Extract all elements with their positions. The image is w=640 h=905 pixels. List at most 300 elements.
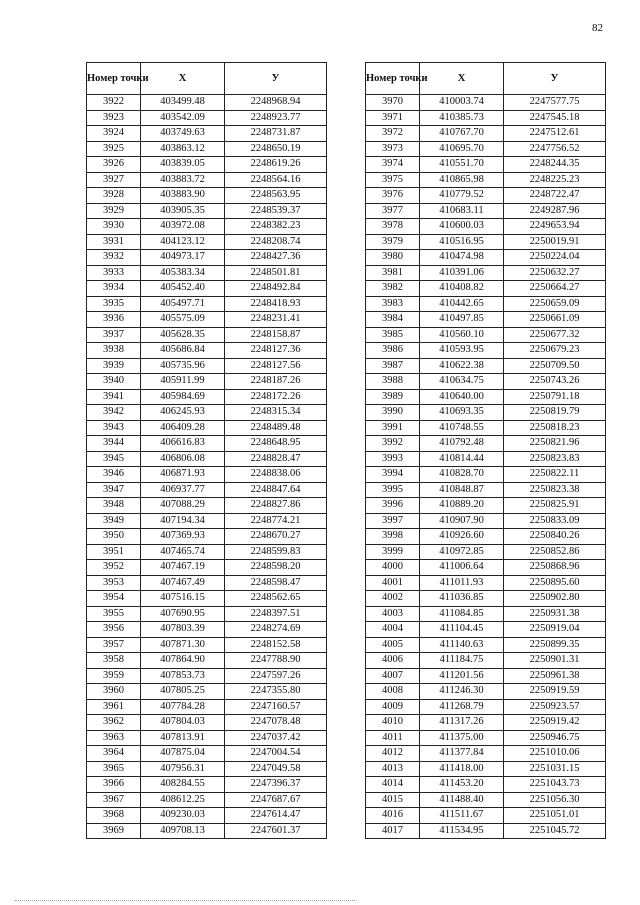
table-row — [87, 203, 327, 219]
x-coordinate-cell: 405735.96 — [141, 358, 225, 374]
point-number-cell: 3979 — [366, 234, 420, 250]
y-coordinate-cell: 2250664.27 — [504, 281, 606, 297]
table-row — [366, 327, 606, 343]
table-row — [366, 296, 606, 312]
point-number-cell: 3948 — [87, 498, 141, 514]
x-coordinate-cell: 405911.99 — [141, 374, 225, 390]
y-coordinate-cell: 2248492.84 — [225, 281, 327, 297]
table-row — [366, 823, 606, 839]
x-coordinate-cell: 411201.56 — [420, 668, 504, 684]
y-coordinate-cell: 2250919.42 — [504, 715, 606, 731]
table-row — [87, 343, 327, 359]
table-row — [87, 699, 327, 715]
point-number-cell: 3976 — [366, 188, 420, 204]
x-coordinate-cell: 410622.38 — [420, 358, 504, 374]
x-coordinate-cell: 411184.75 — [420, 653, 504, 669]
table-row — [87, 482, 327, 498]
table-row — [87, 436, 327, 452]
point-number-cell: 3990 — [366, 405, 420, 421]
y-coordinate-cell: 2247687.67 — [225, 792, 327, 808]
header-y: У — [225, 63, 327, 95]
point-number-cell: 3936 — [87, 312, 141, 328]
point-number-cell: 3985 — [366, 327, 420, 343]
y-coordinate-cell: 2248968.94 — [225, 95, 327, 111]
table-row — [87, 358, 327, 374]
x-coordinate-cell: 407088.29 — [141, 498, 225, 514]
table-row — [366, 498, 606, 514]
point-number-cell: 3971 — [366, 110, 420, 126]
point-number-cell: 3994 — [366, 467, 420, 483]
y-coordinate-cell: 2250677.32 — [504, 327, 606, 343]
table-row — [87, 126, 327, 142]
x-coordinate-cell: 410391.06 — [420, 265, 504, 281]
point-number-cell: 3952 — [87, 560, 141, 576]
y-coordinate-cell: 2250923.57 — [504, 699, 606, 715]
table-row — [87, 250, 327, 266]
table-row — [87, 327, 327, 343]
point-number-cell: 3942 — [87, 405, 141, 421]
y-coordinate-cell: 2250679.23 — [504, 343, 606, 359]
point-number-cell: 3965 — [87, 761, 141, 777]
table-row — [87, 234, 327, 250]
point-number-cell: 3973 — [366, 141, 420, 157]
point-number-cell: 3988 — [366, 374, 420, 390]
table-row — [366, 777, 606, 793]
x-coordinate-cell: 410600.03 — [420, 219, 504, 235]
table-row — [366, 281, 606, 297]
table-row — [87, 529, 327, 545]
x-coordinate-cell: 410003.74 — [420, 95, 504, 111]
y-coordinate-cell: 2250709.50 — [504, 358, 606, 374]
x-coordinate-cell: 407813.91 — [141, 730, 225, 746]
point-number-cell: 3930 — [87, 219, 141, 235]
page-number: 82 — [592, 22, 603, 34]
y-coordinate-cell: 2250632.27 — [504, 265, 606, 281]
point-number-cell: 3933 — [87, 265, 141, 281]
table-row — [87, 374, 327, 390]
point-number-cell: 4010 — [366, 715, 420, 731]
y-coordinate-cell: 2248598.47 — [225, 575, 327, 591]
point-number-cell: 3959 — [87, 668, 141, 684]
point-number-cell: 3960 — [87, 684, 141, 700]
point-number-cell: 3944 — [87, 436, 141, 452]
y-coordinate-cell: 2247004.54 — [225, 746, 327, 762]
point-number-cell: 3977 — [366, 203, 420, 219]
x-coordinate-cell: 410926.60 — [420, 529, 504, 545]
point-number-cell: 3923 — [87, 110, 141, 126]
y-coordinate-cell: 2249287.96 — [504, 203, 606, 219]
x-coordinate-cell: 410907.90 — [420, 513, 504, 529]
x-coordinate-cell: 410828.70 — [420, 467, 504, 483]
y-coordinate-cell: 2248231.41 — [225, 312, 327, 328]
table-row — [87, 591, 327, 607]
table-row — [87, 792, 327, 808]
x-coordinate-cell: 410551.70 — [420, 157, 504, 173]
y-coordinate-cell: 2250833.09 — [504, 513, 606, 529]
y-coordinate-cell: 2248670.27 — [225, 529, 327, 545]
point-number-cell: 3983 — [366, 296, 420, 312]
x-coordinate-cell: 410972.85 — [420, 544, 504, 560]
point-number-cell: 3955 — [87, 606, 141, 622]
y-coordinate-cell: 2248563.95 — [225, 188, 327, 204]
x-coordinate-cell: 411317.26 — [420, 715, 504, 731]
point-number-cell: 3957 — [87, 637, 141, 653]
table-row — [87, 684, 327, 700]
point-number-cell: 4004 — [366, 622, 420, 638]
point-number-cell: 3969 — [87, 823, 141, 839]
table-row — [87, 808, 327, 824]
table-row — [366, 699, 606, 715]
y-coordinate-cell: 2247756.52 — [504, 141, 606, 157]
point-number-cell: 3992 — [366, 436, 420, 452]
y-coordinate-cell: 2251031.15 — [504, 761, 606, 777]
y-coordinate-cell: 2250825.91 — [504, 498, 606, 514]
x-coordinate-cell: 411268.79 — [420, 699, 504, 715]
y-coordinate-cell: 2250899.35 — [504, 637, 606, 653]
table-row — [366, 157, 606, 173]
y-coordinate-cell: 2250791.18 — [504, 389, 606, 405]
table-row — [87, 296, 327, 312]
x-coordinate-cell: 405628.35 — [141, 327, 225, 343]
x-coordinate-cell: 411418.00 — [420, 761, 504, 777]
point-number-cell: 3939 — [87, 358, 141, 374]
x-coordinate-cell: 408284.55 — [141, 777, 225, 793]
table-row — [87, 405, 327, 421]
y-coordinate-cell: 2250659.09 — [504, 296, 606, 312]
x-coordinate-cell: 410814.44 — [420, 451, 504, 467]
table-row — [87, 281, 327, 297]
y-coordinate-cell: 2250895.60 — [504, 575, 606, 591]
y-coordinate-cell: 2250818.23 — [504, 420, 606, 436]
x-coordinate-cell: 410640.00 — [420, 389, 504, 405]
table-row — [366, 110, 606, 126]
y-coordinate-cell: 2247601.37 — [225, 823, 327, 839]
x-coordinate-cell: 407784.28 — [141, 699, 225, 715]
y-coordinate-cell: 2250661.09 — [504, 312, 606, 328]
x-coordinate-cell: 406806.08 — [141, 451, 225, 467]
x-coordinate-cell: 409230.03 — [141, 808, 225, 824]
y-coordinate-cell: 2250840.26 — [504, 529, 606, 545]
point-number-cell: 3931 — [87, 234, 141, 250]
table-row — [366, 420, 606, 436]
y-coordinate-cell: 2250919.04 — [504, 622, 606, 638]
x-coordinate-cell: 403839.05 — [141, 157, 225, 173]
table-row — [87, 312, 327, 328]
x-coordinate-cell: 407465.74 — [141, 544, 225, 560]
table-row — [366, 730, 606, 746]
table-row — [87, 157, 327, 173]
point-number-cell: 4011 — [366, 730, 420, 746]
x-coordinate-cell: 409708.13 — [141, 823, 225, 839]
y-coordinate-cell: 2250821.96 — [504, 436, 606, 452]
point-number-cell: 3949 — [87, 513, 141, 529]
x-coordinate-cell: 407690.95 — [141, 606, 225, 622]
table-row — [366, 575, 606, 591]
table-header-row — [366, 63, 606, 95]
point-number-cell: 4009 — [366, 699, 420, 715]
x-coordinate-cell: 403863.12 — [141, 141, 225, 157]
point-number-cell: 3966 — [87, 777, 141, 793]
point-number-cell: 4016 — [366, 808, 420, 824]
header-x: X — [141, 63, 225, 95]
x-coordinate-cell: 405383.34 — [141, 265, 225, 281]
x-coordinate-cell: 407956.31 — [141, 761, 225, 777]
table-row — [366, 141, 606, 157]
x-coordinate-cell: 411036.85 — [420, 591, 504, 607]
x-coordinate-cell: 407864.90 — [141, 653, 225, 669]
x-coordinate-cell: 410634.75 — [420, 374, 504, 390]
x-coordinate-cell: 407875.04 — [141, 746, 225, 762]
x-coordinate-cell: 406409.28 — [141, 420, 225, 436]
table-row — [87, 451, 327, 467]
x-coordinate-cell: 410779.52 — [420, 188, 504, 204]
point-number-cell: 3982 — [366, 281, 420, 297]
y-coordinate-cell: 2248599.83 — [225, 544, 327, 560]
y-coordinate-cell: 2247355.80 — [225, 684, 327, 700]
x-coordinate-cell: 407516.15 — [141, 591, 225, 607]
table-row — [366, 188, 606, 204]
y-coordinate-cell: 2248828.47 — [225, 451, 327, 467]
table-row — [87, 513, 327, 529]
point-number-cell: 3996 — [366, 498, 420, 514]
table-row — [87, 389, 327, 405]
y-coordinate-cell: 2247396.37 — [225, 777, 327, 793]
point-number-cell: 4000 — [366, 560, 420, 576]
point-number-cell: 3963 — [87, 730, 141, 746]
point-number-cell: 3946 — [87, 467, 141, 483]
point-number-cell: 3953 — [87, 575, 141, 591]
y-coordinate-cell: 2248923.77 — [225, 110, 327, 126]
x-coordinate-cell: 405497.71 — [141, 296, 225, 312]
y-coordinate-cell: 2247545.18 — [504, 110, 606, 126]
table-row — [366, 808, 606, 824]
table-row — [366, 560, 606, 576]
y-coordinate-cell: 2247512.61 — [504, 126, 606, 142]
y-coordinate-cell: 2251045.72 — [504, 823, 606, 839]
point-number-cell: 3999 — [366, 544, 420, 560]
point-number-cell: 3961 — [87, 699, 141, 715]
y-coordinate-cell: 2250902.80 — [504, 591, 606, 607]
table-row — [366, 95, 606, 111]
y-coordinate-cell: 2248564.16 — [225, 172, 327, 188]
table-row — [366, 715, 606, 731]
point-number-cell: 3926 — [87, 157, 141, 173]
x-coordinate-cell: 403905.35 — [141, 203, 225, 219]
point-number-cell: 4006 — [366, 653, 420, 669]
table-row — [87, 715, 327, 731]
table-row — [366, 513, 606, 529]
y-coordinate-cell: 2248274.69 — [225, 622, 327, 638]
y-coordinate-cell: 2250919.59 — [504, 684, 606, 700]
x-coordinate-cell: 407803.39 — [141, 622, 225, 638]
table-row — [366, 746, 606, 762]
table-row — [87, 823, 327, 839]
y-coordinate-cell: 2247078.48 — [225, 715, 327, 731]
table-row — [87, 622, 327, 638]
table-row — [366, 622, 606, 638]
table-row — [366, 389, 606, 405]
x-coordinate-cell: 411011.93 — [420, 575, 504, 591]
y-coordinate-cell: 2248619.26 — [225, 157, 327, 173]
table-row — [87, 761, 327, 777]
point-number-cell: 3984 — [366, 312, 420, 328]
x-coordinate-cell: 411488.40 — [420, 792, 504, 808]
table-row — [87, 606, 327, 622]
x-coordinate-cell: 410474.98 — [420, 250, 504, 266]
x-coordinate-cell: 411084.85 — [420, 606, 504, 622]
x-coordinate-cell: 411377.84 — [420, 746, 504, 762]
table-row — [366, 467, 606, 483]
point-number-cell: 4015 — [366, 792, 420, 808]
point-number-cell: 3934 — [87, 281, 141, 297]
point-number-cell: 3981 — [366, 265, 420, 281]
point-number-cell: 3975 — [366, 172, 420, 188]
y-coordinate-cell: 2250819.79 — [504, 405, 606, 421]
y-coordinate-cell: 2248127.36 — [225, 343, 327, 359]
table-row — [87, 172, 327, 188]
x-coordinate-cell: 410442.65 — [420, 296, 504, 312]
y-coordinate-cell: 2248225.23 — [504, 172, 606, 188]
y-coordinate-cell: 2247614.47 — [225, 808, 327, 824]
point-number-cell: 3967 — [87, 792, 141, 808]
table-header-row — [87, 63, 327, 95]
table-row — [87, 746, 327, 762]
y-coordinate-cell: 2248722.47 — [504, 188, 606, 204]
table-row — [366, 591, 606, 607]
point-number-cell: 3940 — [87, 374, 141, 390]
y-coordinate-cell: 2250823.38 — [504, 482, 606, 498]
table-row — [366, 606, 606, 622]
table-body-left — [87, 95, 327, 839]
x-coordinate-cell: 410695.70 — [420, 141, 504, 157]
x-coordinate-cell: 403883.90 — [141, 188, 225, 204]
x-coordinate-cell: 405452.40 — [141, 281, 225, 297]
point-number-cell: 3938 — [87, 343, 141, 359]
table-row — [87, 668, 327, 684]
y-coordinate-cell: 2248774.21 — [225, 513, 327, 529]
x-coordinate-cell: 403749.63 — [141, 126, 225, 142]
y-coordinate-cell: 2248208.74 — [225, 234, 327, 250]
point-number-cell: 3922 — [87, 95, 141, 111]
x-coordinate-cell: 410593.95 — [420, 343, 504, 359]
point-number-cell: 3945 — [87, 451, 141, 467]
point-number-cell: 3964 — [87, 746, 141, 762]
point-number-cell: 3998 — [366, 529, 420, 545]
y-coordinate-cell: 2248187.26 — [225, 374, 327, 390]
y-coordinate-cell: 2248731.87 — [225, 126, 327, 142]
point-number-cell: 3997 — [366, 513, 420, 529]
y-coordinate-cell: 2247597.26 — [225, 668, 327, 684]
x-coordinate-cell: 406616.83 — [141, 436, 225, 452]
table-row — [366, 684, 606, 700]
table-row — [366, 668, 606, 684]
y-coordinate-cell: 2248539.37 — [225, 203, 327, 219]
y-coordinate-cell: 2248152.58 — [225, 637, 327, 653]
y-coordinate-cell: 2248598.20 — [225, 560, 327, 576]
point-number-cell: 3972 — [366, 126, 420, 142]
table-row — [366, 172, 606, 188]
x-coordinate-cell: 410865.98 — [420, 172, 504, 188]
x-coordinate-cell: 410693.35 — [420, 405, 504, 421]
table-row — [87, 730, 327, 746]
point-number-cell: 3941 — [87, 389, 141, 405]
y-coordinate-cell: 2248648.95 — [225, 436, 327, 452]
y-coordinate-cell: 2251010.06 — [504, 746, 606, 762]
x-coordinate-cell: 405984.69 — [141, 389, 225, 405]
point-number-cell: 3968 — [87, 808, 141, 824]
point-number-cell: 3947 — [87, 482, 141, 498]
table-row — [366, 653, 606, 669]
point-number-cell: 3962 — [87, 715, 141, 731]
y-coordinate-cell: 2248847.64 — [225, 482, 327, 498]
x-coordinate-cell: 411140.63 — [420, 637, 504, 653]
table-row — [366, 544, 606, 560]
y-coordinate-cell: 2250743.26 — [504, 374, 606, 390]
point-number-cell: 4007 — [366, 668, 420, 684]
point-number-cell: 3927 — [87, 172, 141, 188]
table-body-right — [366, 95, 606, 839]
table-row — [366, 343, 606, 359]
y-coordinate-cell: 2250224.04 — [504, 250, 606, 266]
y-coordinate-cell: 2247577.75 — [504, 95, 606, 111]
table-row — [87, 141, 327, 157]
point-number-cell: 4008 — [366, 684, 420, 700]
x-coordinate-cell: 407369.93 — [141, 529, 225, 545]
y-coordinate-cell: 2248427.36 — [225, 250, 327, 266]
y-coordinate-cell: 2251043.73 — [504, 777, 606, 793]
y-coordinate-cell: 2250961.38 — [504, 668, 606, 684]
table-row — [366, 234, 606, 250]
header-y: У — [504, 63, 606, 95]
table-row — [87, 265, 327, 281]
table-row — [366, 358, 606, 374]
table-row — [87, 110, 327, 126]
point-number-cell: 3958 — [87, 653, 141, 669]
point-number-cell: 4017 — [366, 823, 420, 839]
y-coordinate-cell: 2248489.48 — [225, 420, 327, 436]
x-coordinate-cell: 407871.30 — [141, 637, 225, 653]
table-row — [87, 544, 327, 560]
x-coordinate-cell: 407805.25 — [141, 684, 225, 700]
y-coordinate-cell: 2250823.83 — [504, 451, 606, 467]
table-row — [366, 761, 606, 777]
table-row — [87, 420, 327, 436]
y-coordinate-cell: 2248127.56 — [225, 358, 327, 374]
point-number-cell: 4014 — [366, 777, 420, 793]
x-coordinate-cell: 405686.84 — [141, 343, 225, 359]
point-number-cell: 3970 — [366, 95, 420, 111]
point-number-cell: 3987 — [366, 358, 420, 374]
table-row — [366, 792, 606, 808]
point-number-cell: 3993 — [366, 451, 420, 467]
table-row — [366, 219, 606, 235]
x-coordinate-cell: 411006.64 — [420, 560, 504, 576]
table-row — [366, 126, 606, 142]
y-coordinate-cell: 2250019.91 — [504, 234, 606, 250]
point-number-cell: 4001 — [366, 575, 420, 591]
point-number-cell: 3991 — [366, 420, 420, 436]
table-row — [87, 95, 327, 111]
x-coordinate-cell: 411104.45 — [420, 622, 504, 638]
y-coordinate-cell: 2247160.57 — [225, 699, 327, 715]
point-number-cell: 3974 — [366, 157, 420, 173]
y-coordinate-cell: 2247049.58 — [225, 761, 327, 777]
table-row — [366, 374, 606, 390]
point-number-cell: 3937 — [87, 327, 141, 343]
point-number-cell: 3943 — [87, 420, 141, 436]
point-number-cell: 3954 — [87, 591, 141, 607]
x-coordinate-cell: 407467.49 — [141, 575, 225, 591]
